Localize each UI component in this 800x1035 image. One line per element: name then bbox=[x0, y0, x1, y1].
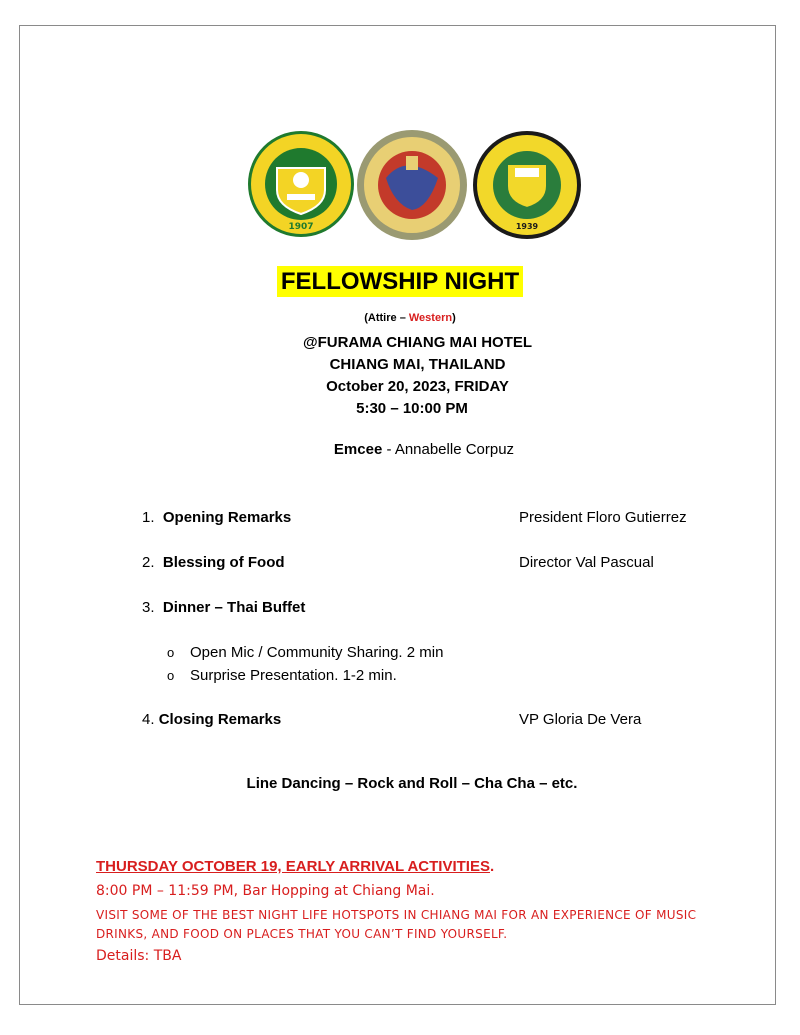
event-title: FELLOWSHIP NIGHT bbox=[0, 268, 800, 296]
attire-note: (Attire – Western) bbox=[364, 312, 456, 324]
sub-item: Surprise Presentation. 1-2 min. bbox=[190, 667, 397, 684]
clsu-university-seal bbox=[247, 128, 355, 240]
event-date: October 20, 2023, FRIDAY bbox=[326, 378, 509, 395]
venue-city: CHIANG MAI, THAILAND bbox=[329, 356, 506, 373]
program-person: Director Val Pascual bbox=[519, 554, 654, 571]
sub-item: Open Mic / Community Sharing. 2 min bbox=[190, 644, 444, 661]
seal-year: 1907 bbox=[288, 222, 314, 232]
logo-strip bbox=[247, 128, 583, 242]
seal-year: 1939 bbox=[515, 222, 539, 231]
program-person: President Floro Gutierrez bbox=[519, 509, 687, 526]
emcee-line: Emcee - Annabelle Corpuz bbox=[333, 441, 515, 458]
dance-line: Line Dancing – Rock and Roll – Cha Cha – etc. bbox=[246, 775, 578, 792]
venue-block bbox=[0, 332, 800, 420]
bar-hopping-time: 8:00 PM – 11:59 PM, Bar Hopping at Chiang Mai. bbox=[96, 883, 435, 899]
early-arrival-heading: THURSDAY OCTOBER 19, EARLY ARRIVAL ACTIVITIES. bbox=[96, 858, 495, 875]
venue-hotel: @FURAMA CHIANG MAI HOTEL bbox=[302, 334, 533, 351]
bullet-icon: o bbox=[167, 645, 175, 660]
details-line: Details: TBA bbox=[96, 948, 182, 964]
program-item: 1. Opening Remarks bbox=[142, 509, 292, 526]
bullet-icon: o bbox=[167, 668, 175, 683]
program-item: 2. Blessing of Food bbox=[142, 554, 285, 571]
program-item: 3. Dinner – Thai Buffet bbox=[142, 599, 306, 616]
program-item: 4. Closing Remarks bbox=[142, 711, 282, 728]
activity-description-line1: VISIT SOME OF THE BEST NIGHT LIFE HOTSPOTS IN CHIANG MAI FOR AN EXPERIENCE OF MUSIC bbox=[96, 908, 697, 922]
event-time: 5:30 – 10:00 PM bbox=[356, 400, 468, 417]
activity-description-line2: DRINKS, AND FOOD ON PLACES THAT YOU CAN’T FIND YOURSELF. bbox=[96, 927, 508, 941]
clsu-alumni-association-seal bbox=[471, 130, 583, 240]
program-person: VP Gloria De Vera bbox=[519, 711, 642, 728]
clsu-international-alumni-seal bbox=[356, 128, 468, 242]
